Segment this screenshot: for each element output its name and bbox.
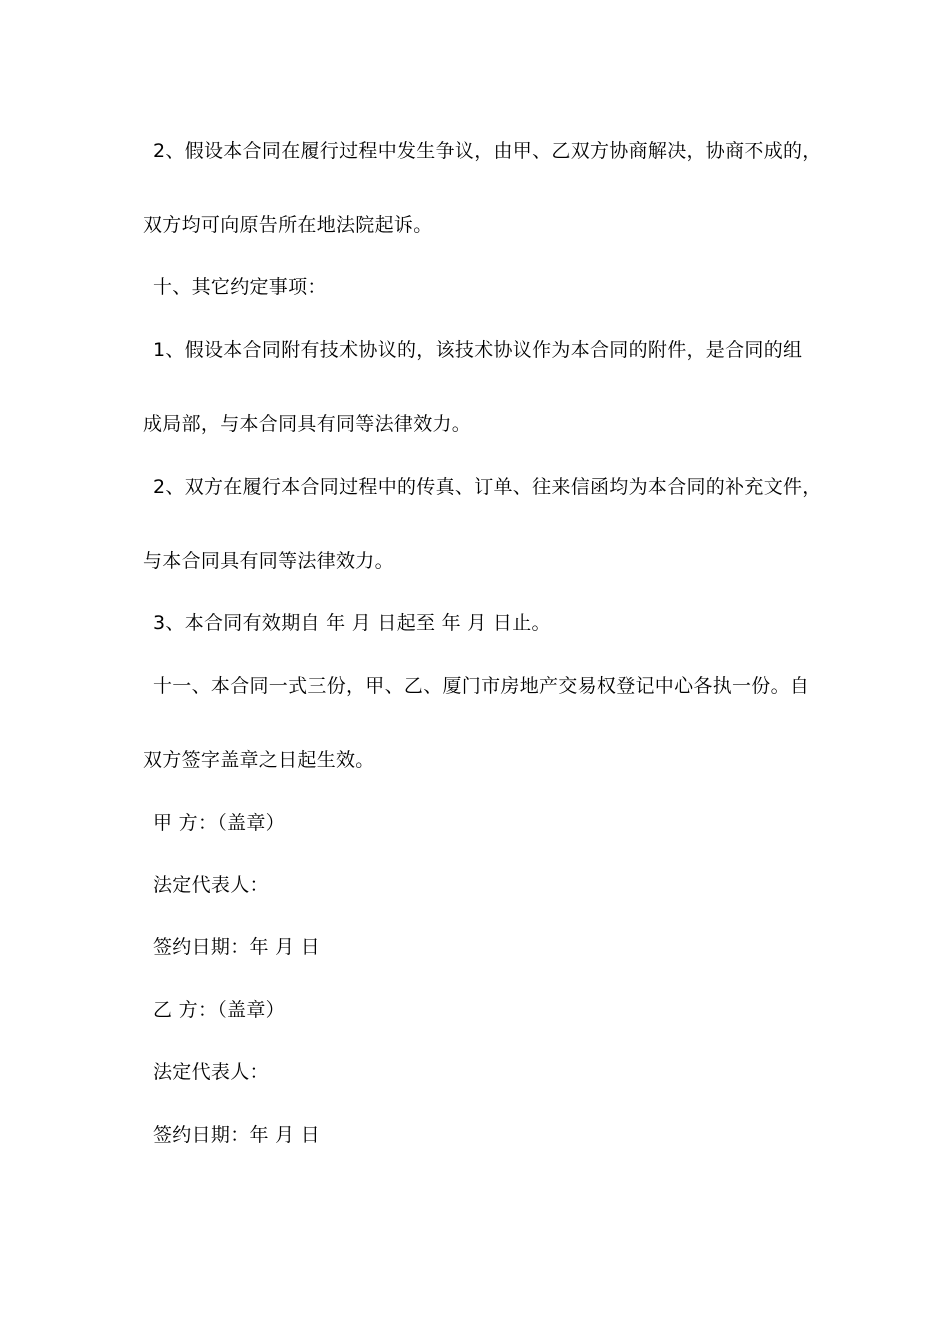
clause-dispute-resolution-line-2: 双方均可向原告所在地法院起诉。 [143,214,433,236]
clause-supplementary-docs-line-1: 2、双方在履行本合同过程中的传真、订单、往来信函均为本合同的补充文件， [153,476,822,498]
clause-supplementary-docs-line-2: 与本合同具有同等法律效力。 [143,550,394,572]
party-b-signing-date: 签约日期：年 月 日 [153,1124,321,1146]
party-b-legal-representative: 法定代表人： [153,1061,269,1083]
party-a-seal: 甲 方：（盖章） [153,812,285,834]
party-b-seal: 乙 方：（盖章） [153,999,285,1021]
section-copies-line-1: 十一、本合同一式三份，甲、乙、厦门市房地产交易权登记中心各执一份。自 [153,675,810,697]
clause-technical-agreement-line-2: 成局部，与本合同具有同等法律效力。 [143,413,472,435]
section-copies-line-2: 双方签字盖章之日起生效。 [143,749,375,771]
clause-validity-period: 3、本合同有效期自 年 月 日起至 年 月 日止。 [153,612,551,634]
party-a-signing-date: 签约日期：年 月 日 [153,936,321,958]
clause-technical-agreement-line-1: 1、假设本合同附有技术协议的，该技术协议作为本合同的附件，是合同的组 [153,339,803,361]
party-a-legal-representative: 法定代表人： [153,874,269,896]
clause-dispute-resolution-line-1: 2、假设本合同在履行过程中发生争议，由甲、乙双方协商解决，协商不成的， [153,140,822,162]
section-heading-other-terms: 十、其它约定事项： [153,276,327,298]
